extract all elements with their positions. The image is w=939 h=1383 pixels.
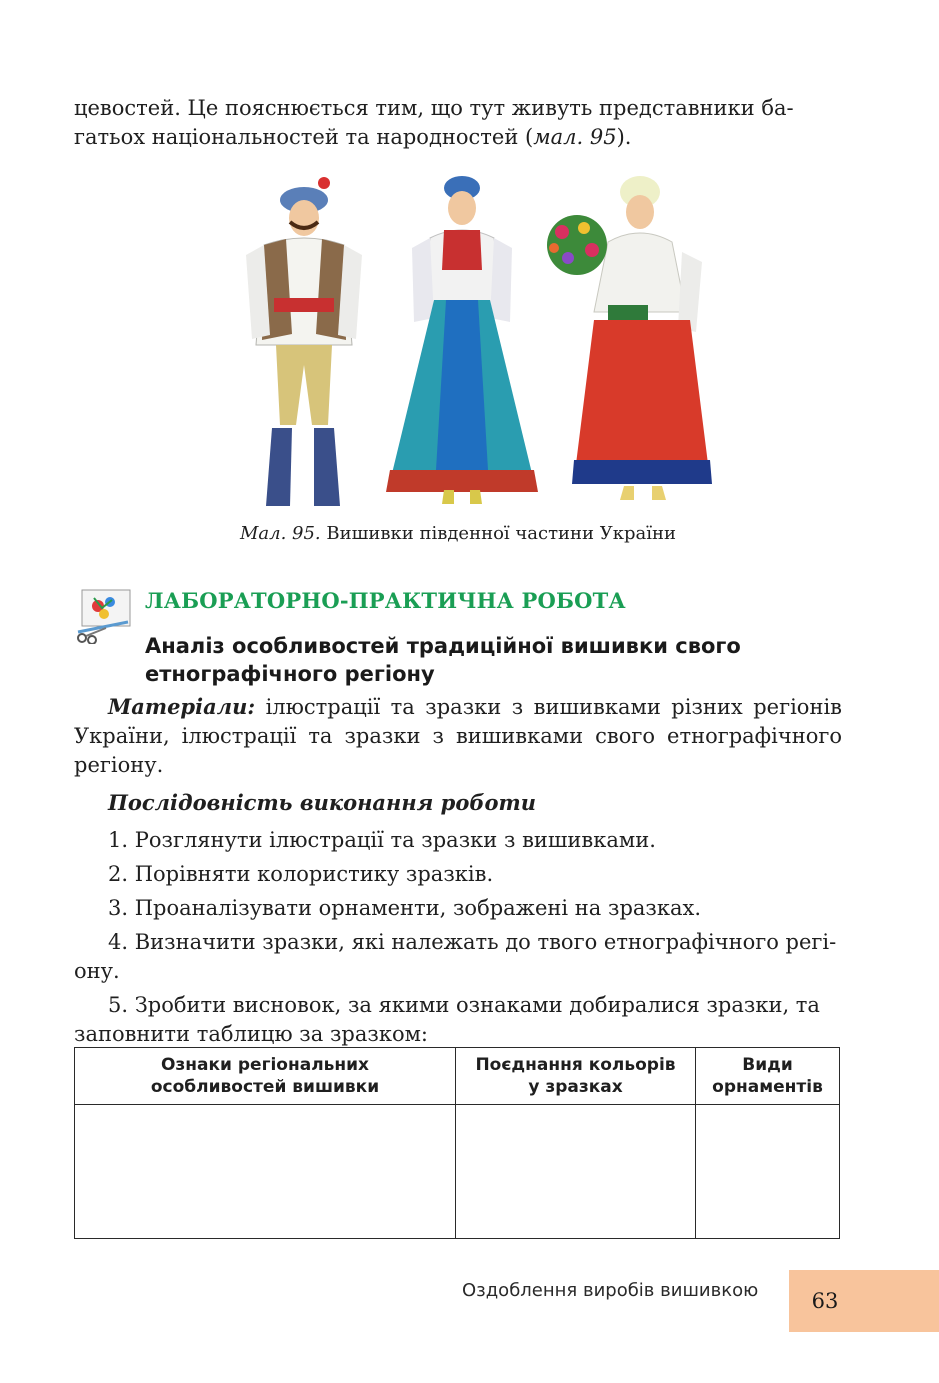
figure-reference: мал. 95 — [533, 125, 617, 149]
page-number-box — [789, 1270, 939, 1332]
table-cell-empty[interactable] — [75, 1105, 456, 1239]
intro-line-2 — [74, 123, 842, 152]
footer-section-title: Оздоблення виробів вишивкою — [462, 1280, 759, 1301]
lab-work-icon — [74, 588, 136, 644]
man-in-costume — [246, 177, 362, 506]
header-line: Види — [742, 1055, 793, 1075]
materials-paragraph — [74, 692, 842, 780]
sequence-heading: Послідовність виконання роботи — [108, 790, 537, 815]
page-number: 63 — [811, 1289, 839, 1313]
step-4 — [74, 928, 842, 986]
intro-text: гатьох національностей та народностей ( — [74, 125, 534, 149]
step-3: 3. Проаналізувати орнаменти, зображені на зразках. — [108, 896, 702, 920]
table-header-colors — [456, 1048, 696, 1105]
intro-paragraph — [74, 94, 842, 152]
header-line: у зразках — [528, 1077, 623, 1097]
step-4-line-2: ону. — [74, 959, 120, 983]
step-5 — [74, 991, 842, 1049]
materials-text: ілюстрації та зразки з вишивками різних регіонів України, ілюстрації та зразки з вишивками свого етнографічного регіону. — [74, 695, 842, 777]
header-line: Ознаки регіональних — [160, 1055, 370, 1075]
folk-costume-illustration — [212, 170, 722, 512]
lab-work-subtitle — [145, 632, 825, 688]
intro-text-end: ). — [616, 125, 632, 149]
lab-work-title: ЛАБОРАТОРНО-ПРАКТИЧНА РОБОТА — [145, 588, 626, 613]
step-5-line-2: заповнити таблицю за зразком: — [74, 1022, 428, 1046]
header-line: Поєднання кольорів — [475, 1055, 676, 1075]
table-header-row — [75, 1048, 840, 1105]
header-line: особливостей вишивки — [150, 1077, 380, 1097]
caption-label: Мал. 95. — [239, 523, 321, 544]
lab-subtitle-line-2: етнографічного регіону — [145, 662, 435, 686]
step-2: 2. Порівняти колористику зразків. — [108, 862, 494, 886]
woman-in-blue-costume — [386, 176, 538, 504]
caption-text: Вишивки південної частини України — [326, 523, 677, 544]
steps-list — [74, 826, 842, 1054]
table-cell-empty[interactable] — [696, 1105, 840, 1239]
step-1: 1. Розглянути ілюстрації та зразки з вишивками. — [108, 828, 656, 852]
table-row — [75, 1105, 840, 1239]
step-5-line-1: 5. Зробити висновок, за якими ознаками добиралися зразки, та — [108, 993, 820, 1017]
header-line: орнаментів — [712, 1077, 823, 1097]
materials-label: Матеріали: — [108, 694, 256, 719]
lab-subtitle-line-1: Аналіз особливостей традиційної вишивки свого — [145, 634, 741, 658]
table-header-ornaments — [696, 1048, 840, 1105]
figure-caption — [74, 522, 842, 546]
intro-line-1: цевостей. Це пояснюється тим, що тут живуть представники ба- — [74, 96, 794, 120]
step-4-line-1: 4. Визначити зразки, які належать до твого етнографічного регі- — [108, 930, 837, 954]
regional-features-table — [74, 1047, 840, 1239]
table-cell-empty[interactable] — [456, 1105, 696, 1239]
woman-in-red-costume — [547, 176, 712, 500]
table-header-features — [75, 1048, 456, 1105]
